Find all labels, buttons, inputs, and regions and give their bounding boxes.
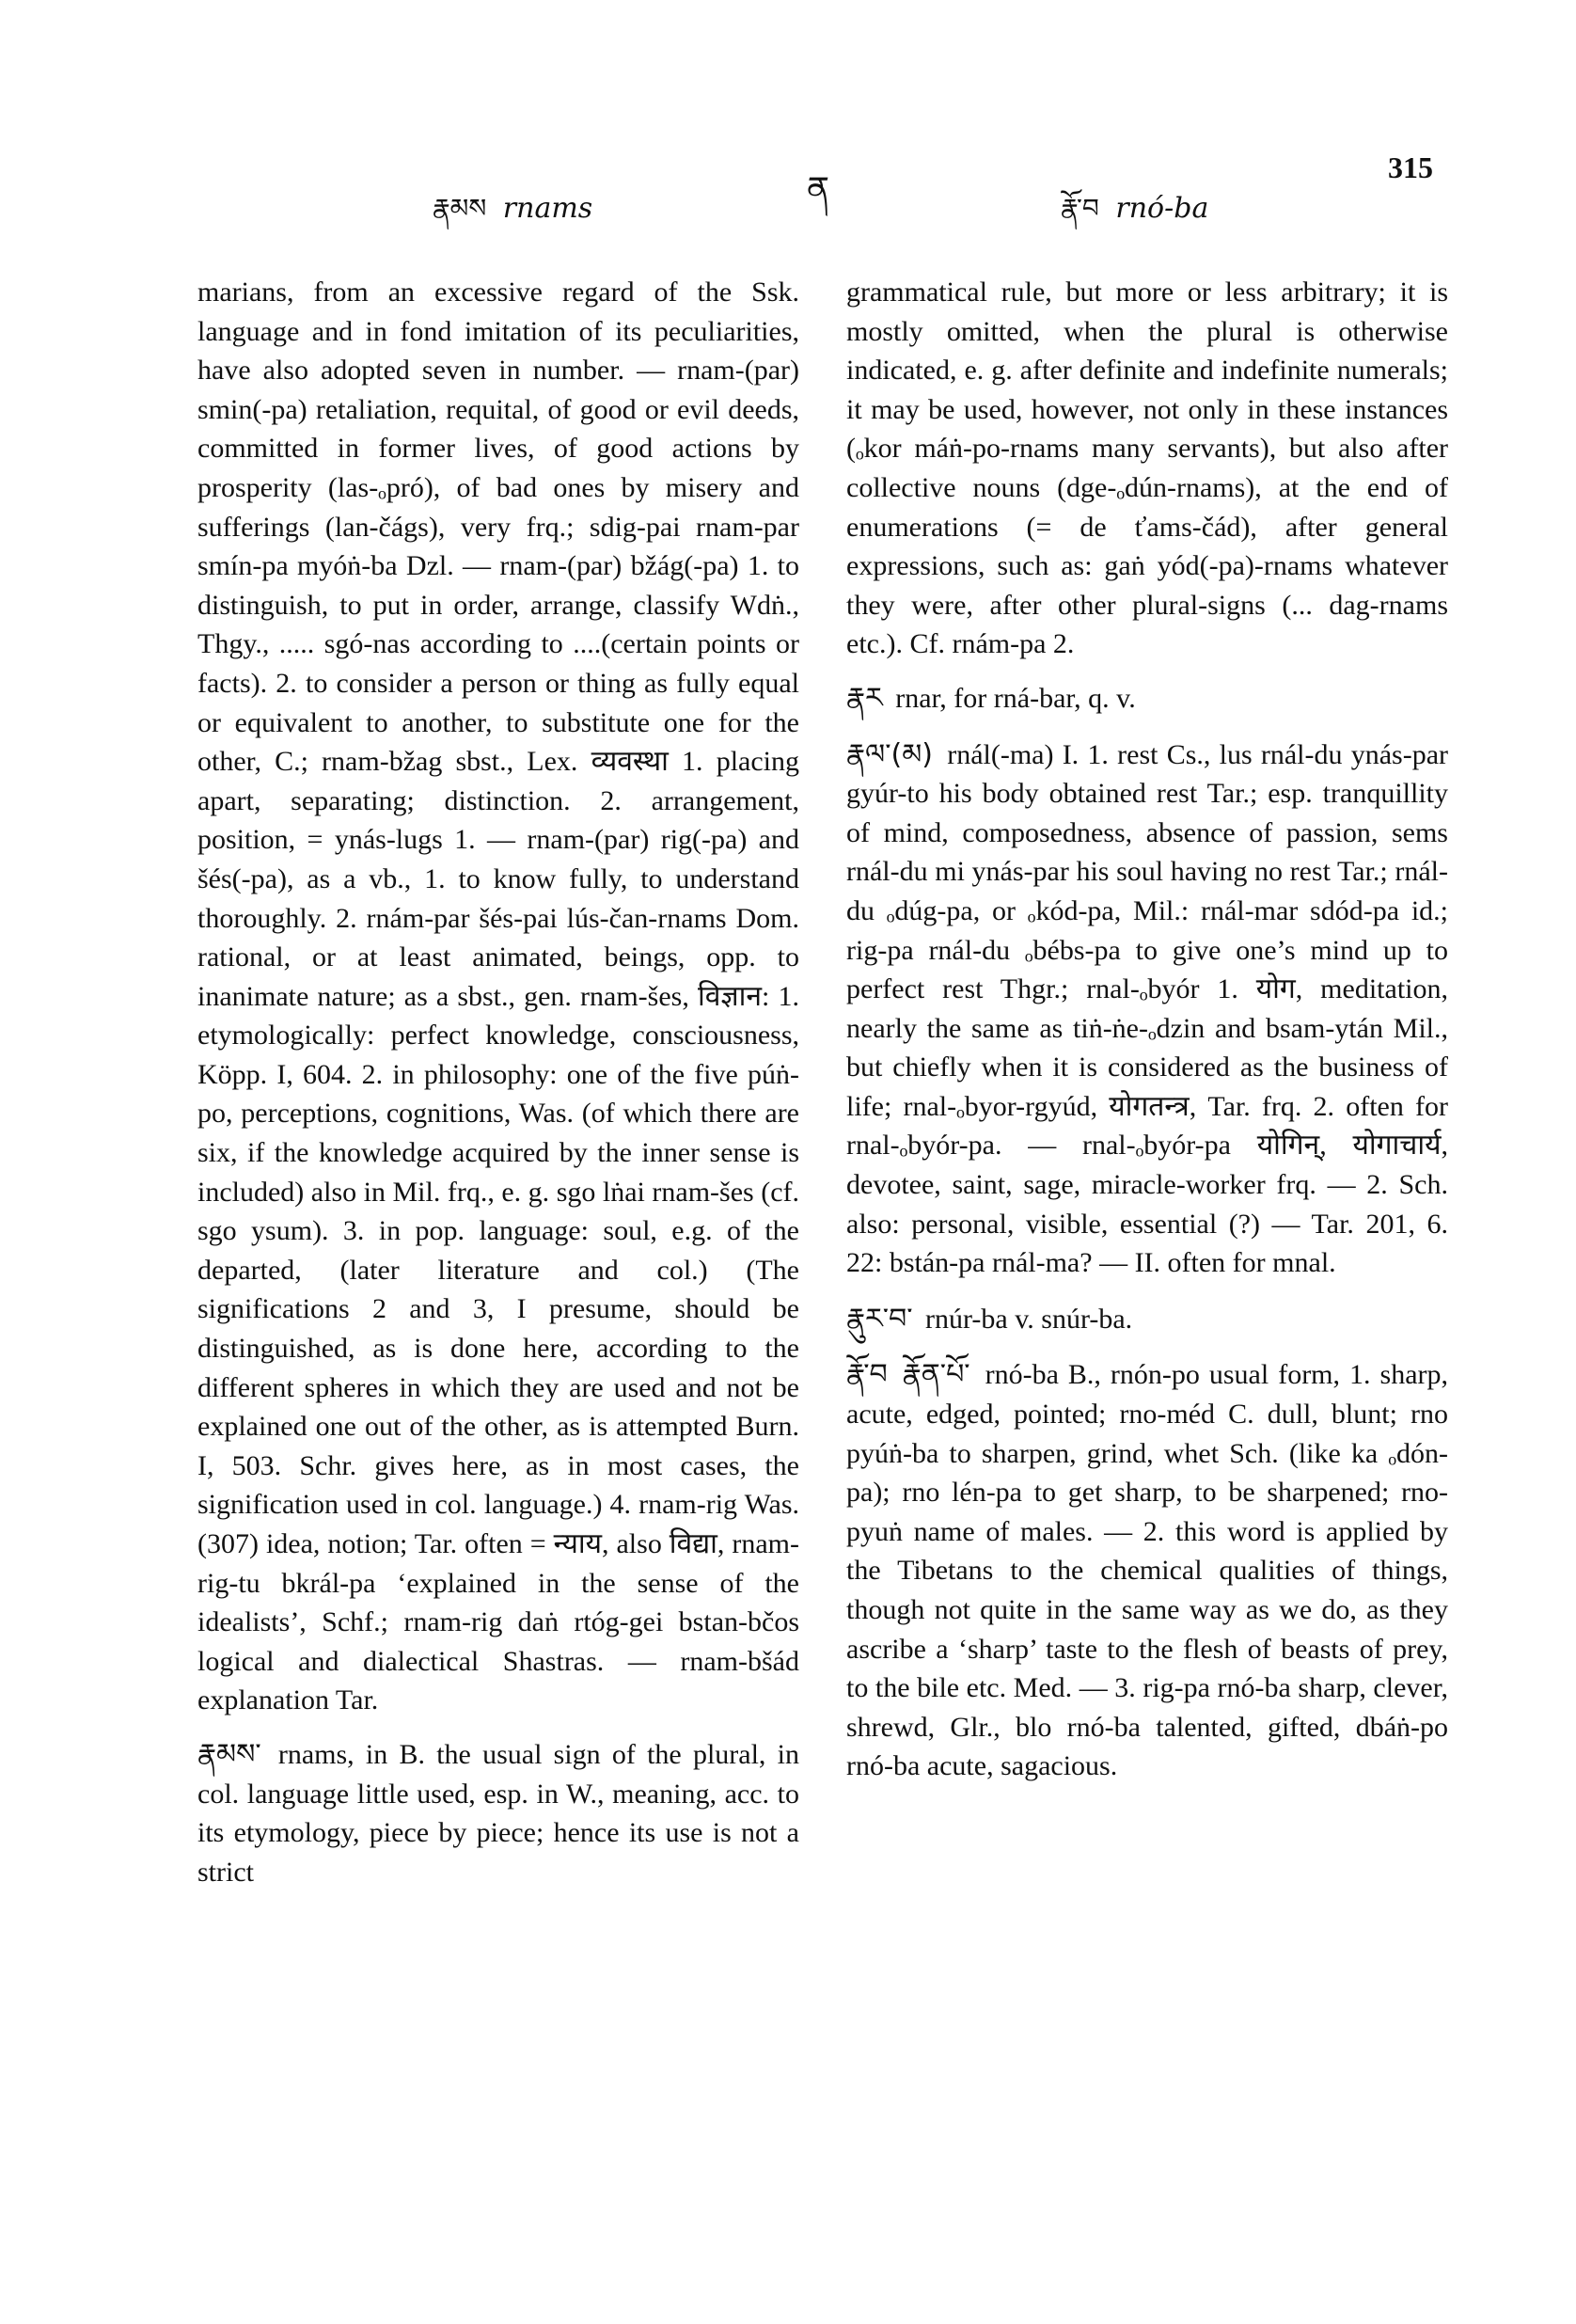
left-column (197, 273, 799, 1908)
entry-rnurba (846, 1300, 1448, 1339)
entry-rnal-text: rnál(-ma) I. 1. rest Cs., lus rnál-du ynás-par gyúr-to his body obtained rest Tar.; esp. tranquillity of mind, composedness, absence of passion, sems rnál-du mi ynás-par his soul having no rest Tar.; rnál-du ₒdúg-pa, or ₒkód-pa, Mil.: rnál-mar sdód-pa id.; rig-pa rnál-du ₒbébs-pa to give one’s mind up to perfect rest Thgr.; rnal-ₒbyór 1. योग, meditation, nearly the same as tiṅ-ṅe-ₒdzin and bsam-ytán Mil., but chiefly when it is considered as the business of life; rnal-ₒbyor-rgyúd, योगतन्त्र, Tar. frq. 2. often for rnal-ₒbyór-pa. — rnal-ₒbyór-pa योगिन्, योगाचार्य, devotee, saint, sage, miracle-worker frq. — 2. Sch. also: personal, visible, essential (?) — Tar. 201, 6. 22: bstán-pa rnál-ma? — II. often for mnal. (846, 738, 1448, 1279)
entry-rnal-tibetan: རྣལ་(མ) (846, 737, 933, 771)
entry-rnams-tibetan: རྣམས་ (197, 1737, 261, 1771)
entry-rnoba-tibetan: རྣོ་བ (846, 1358, 888, 1392)
header-right-roman: rnó-ba (1115, 192, 1209, 225)
header-left-tibetan: རྣམས (433, 193, 487, 224)
entry-rnal (846, 735, 1448, 1283)
entry-rnoba-text: rnó-ba B., rnón-po usual form, 1. sharp, acute, edged, pointed; rno-méd C. dull, blunt; rno pyúṅ-ba to sharpen, grind, whet Sch. (like ka ₒdón-pa); rno lén-pa to get sharp, to be sharpened; rno-pyuṅ name of males. — 2. this word is applied by the Tibetans to the chemical qualities of things, though not quite in the same way as we do, as they ascribe a ‘sharp’ taste to the flesh of beasts of prey, to the bile etc. Med. — 3. rig-pa rnó-ba sharp, clever, shrewd, Glr., blo rnó-ba talented, gifted, dbáṅ-po rnó-ba acute, sagacious. (846, 1359, 1448, 1782)
entry-rnurba-tibetan: རྣུར་བ་ (846, 1302, 913, 1336)
left-paragraph-1: marians, from an excessive regard of the Ssk. language and in fond imitation of its peculiarities, have also adopted seven in number. — rnam-(par) smin(-pa) retaliation, requital, of good or evil deeds, committed in former lives, of good actions by prosperity (las-ₒpró), of bad ones by misery and sufferings (lan-čágs), very frq.; sdig-pai rnam-par smín-pa myóṅ-ba Dzl. — rnam-(par) bžág(-pa) 1. to distinguish, to put in order, arrange, classify Wdṅ., Thgy., ..... sgó-nas according to ....(certain points or facts). 2. to consider a person or thing as fully equal or equivalent to another, to substitute one for the other, C.; rnam-bžag sbst., Lex. व्यवस्था 1. placing apart, separating; distinction. 2. arrangement, position, = ynás-lugs 1. — rnam-(par) rig(-pa) and šés(-pa), as a vb., 1. to know fully, to understand thoroughly. 2. rnám-par šés-pai lús-čan-rnams Dom. rational, or at least animated, beings, opp. to inanimate nature; as a sbst., gen. rnam-šes, विज्ञान: 1. etymologically: perfect knowledge, consciousness, Köpp. I, 604. 2. in philosophy: one of the five púṅ-po, perceptions, cognitions, Was. (of which there are six, if the knowledge acquired by the inner sense is included) also in Mil. frq., e. g. sgo lṅai rnam-šes (cf. sgo ysum). 3. in pop. language: soul, e.g. of the departed, (later literature and col.) (The significations 2 and 3, I presume, should be distinguished, as is done here, according to the different spheres in which they are used and not be explained one out of the other, as is attempted Burn. I, 503. Schr. gives here, as in most cases, the signification used in col. language.) 4. rnam-rig Was. (307) idea, notion; Tar. often = न्याय, also विद्या, rnam-rig-tu bkrál-pa ‘explained in the sense of the idealists’, Schf.; rnam-rig daṅ rtóg-gei bstan-bčos logical and dialectical Shastras. — rnam-bšád explanation Tar. (197, 277, 799, 1716)
header-right-tibetan: རྣོ་བ (1061, 193, 1099, 224)
header-center-glyph: ན (807, 170, 830, 209)
entry-rnar (846, 679, 1448, 719)
entry-rnar-tibetan: རྣར (846, 681, 883, 715)
header-left-roman: rnams (502, 192, 593, 225)
entry-rnoba-tibetan-2: རྣོན་པོ་ (902, 1358, 970, 1392)
header-right (1061, 179, 1208, 253)
right-paragraph-1: grammatical rule, but more or less arbitrary; it is mostly omitted, when the plural is otherwise indicated, e. g. after definite and indefinite numerals; it may be used, however, not only in these instances (ₒkor máṅ-po-rnams many servants), but also after collective nouns (dge-ₒdún-rnams), at the end of enumerations (= de ťams-čád), after general expressions, such as: gaṅ yód(-pa)-rnams whatever they were, after other plural-signs (... dag-rnams etc.). Cf. rnám-pa 2. (846, 277, 1448, 660)
page-number: 315 (1388, 150, 1433, 184)
right-column (846, 273, 1448, 1803)
header-left (433, 179, 592, 253)
entry-rnurba-text: rnúr-ba v. snúr-ba. (925, 1303, 1133, 1335)
entry-rnoba (846, 1355, 1448, 1786)
entry-rnams-text: rnams, in B. the usual sign of the plural, in col. language little used, esp. in W., meaning, acc. to its etymology, piece by piece; hence its use is not a strict (197, 1738, 799, 1888)
entry-rnar-text: rnar, for rná-bar, q. v. (895, 682, 1136, 714)
entry-rnams (197, 1735, 799, 1891)
